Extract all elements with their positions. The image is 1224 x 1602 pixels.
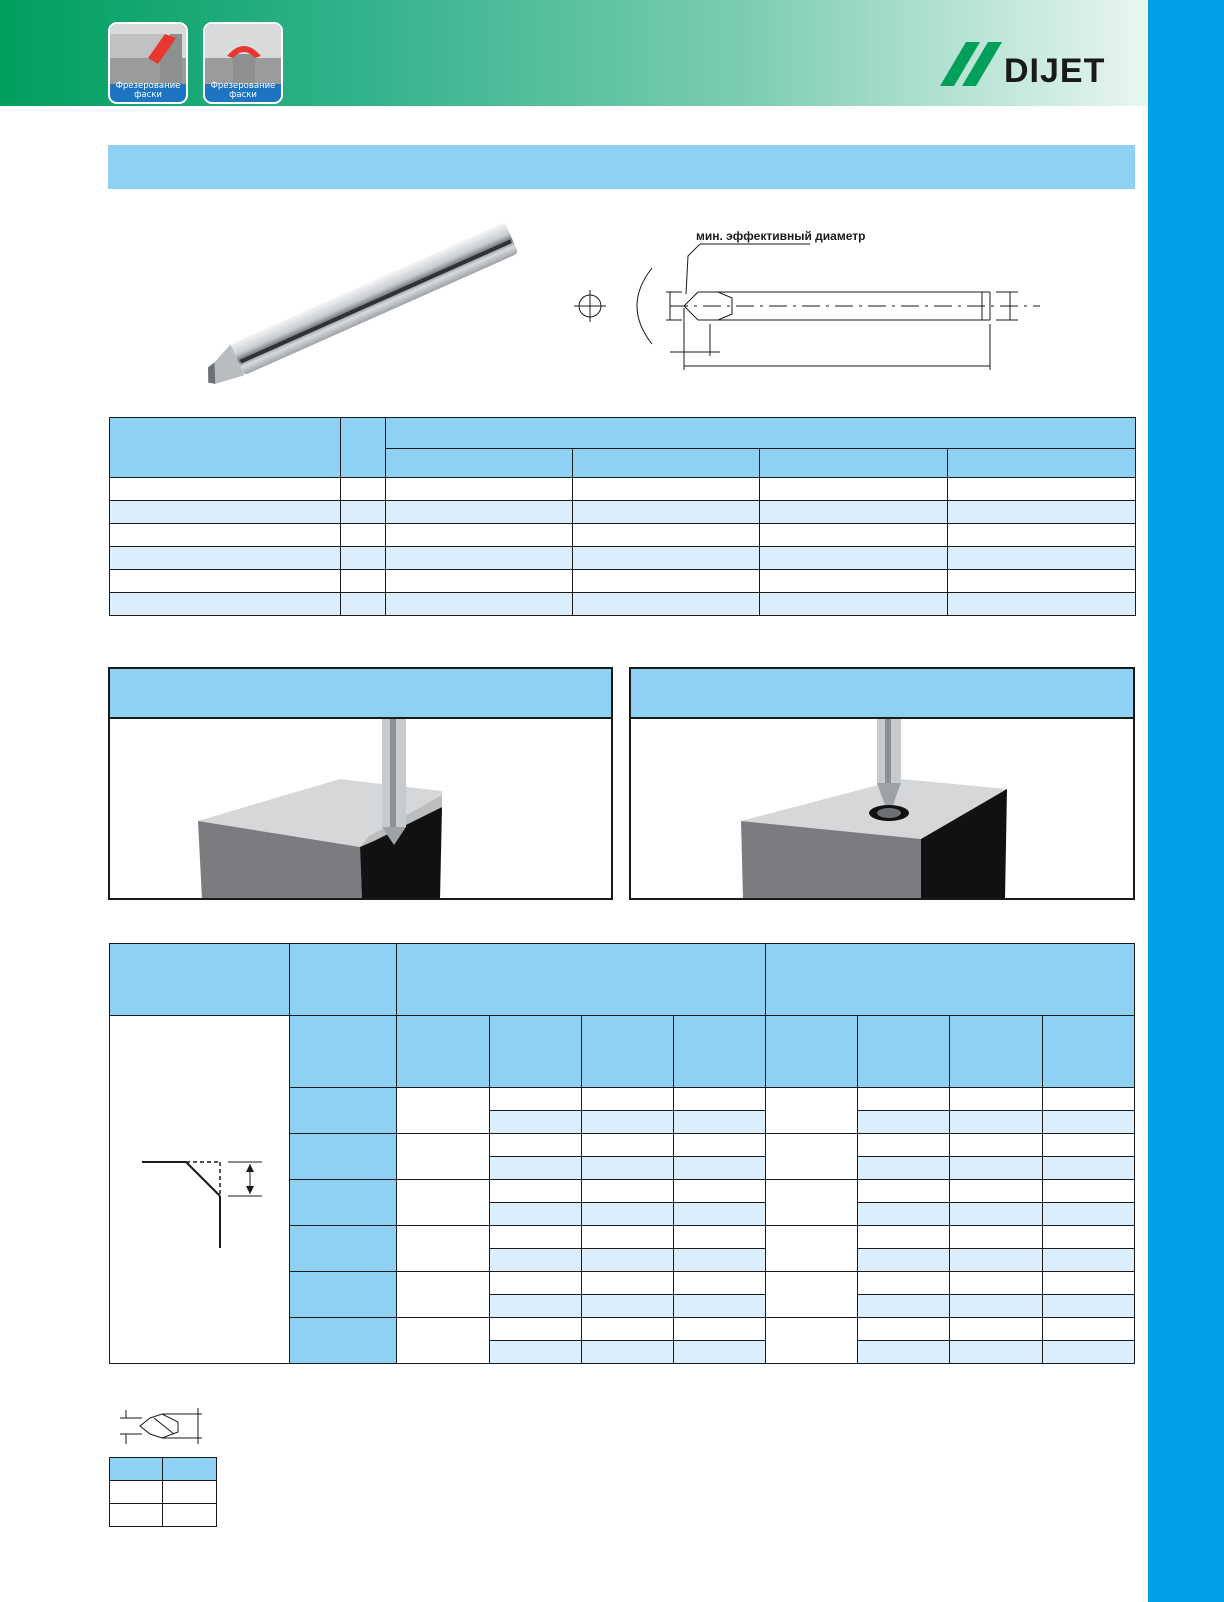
application-panel-edge-chamfer (108, 667, 613, 900)
table-row (110, 547, 1136, 570)
spec-header-cell (386, 418, 1136, 449)
table-row (110, 1481, 217, 1504)
table-row (110, 570, 1136, 593)
edge-chamfer-illustration (110, 719, 611, 900)
chamfer-depth-diagram-cell (110, 1016, 290, 1364)
spec-header-cell (110, 418, 341, 478)
radius-chamfer-milling-badge (203, 22, 283, 104)
panel-header (631, 669, 1133, 719)
spec-header-cell (948, 449, 1136, 478)
table-row (110, 593, 1136, 616)
panel-header (110, 669, 611, 719)
badge-label: Фрезерование фаски (210, 81, 276, 100)
technical-drawing (570, 236, 1060, 386)
badge-label: Фрезерование фаски (115, 81, 181, 100)
table-row (110, 501, 1136, 524)
chamfer-milling-icon (110, 24, 186, 84)
product-spec-table (109, 417, 1136, 616)
spec-header-cell (341, 418, 386, 478)
application-panel-hole-chamfer (629, 667, 1135, 900)
side-color-bar (1148, 0, 1224, 1602)
table-row (110, 1504, 217, 1527)
brand-logo: DIJET (1004, 52, 1106, 90)
tip-detail-drawing (118, 1400, 218, 1450)
conditions-header-cell (290, 944, 397, 1016)
conditions-header-cell (110, 944, 290, 1016)
conditions-header-cell (397, 944, 766, 1016)
chamfer-depth-diagram (110, 1152, 290, 1272)
tip-detail-table (109, 1457, 217, 1527)
spec-header-cell (760, 449, 948, 478)
spec-header-cell (386, 449, 573, 478)
section-title-band (108, 145, 1135, 189)
product-photo (185, 218, 535, 388)
min-effective-diameter-label: мин. эффективный диаметр (696, 229, 866, 243)
chamfer-milling-badge (108, 22, 188, 104)
spec-header-cell (573, 449, 760, 478)
conditions-header-cell (766, 944, 1135, 1016)
cutting-conditions-table (109, 943, 1135, 1364)
radius-chamfer-milling-icon (205, 24, 281, 84)
hole-chamfer-illustration (631, 719, 1133, 900)
table-row (110, 478, 1136, 501)
logo-stripes-icon (940, 40, 1010, 90)
conditions-header-cell (290, 1016, 397, 1088)
table-row (110, 524, 1136, 547)
